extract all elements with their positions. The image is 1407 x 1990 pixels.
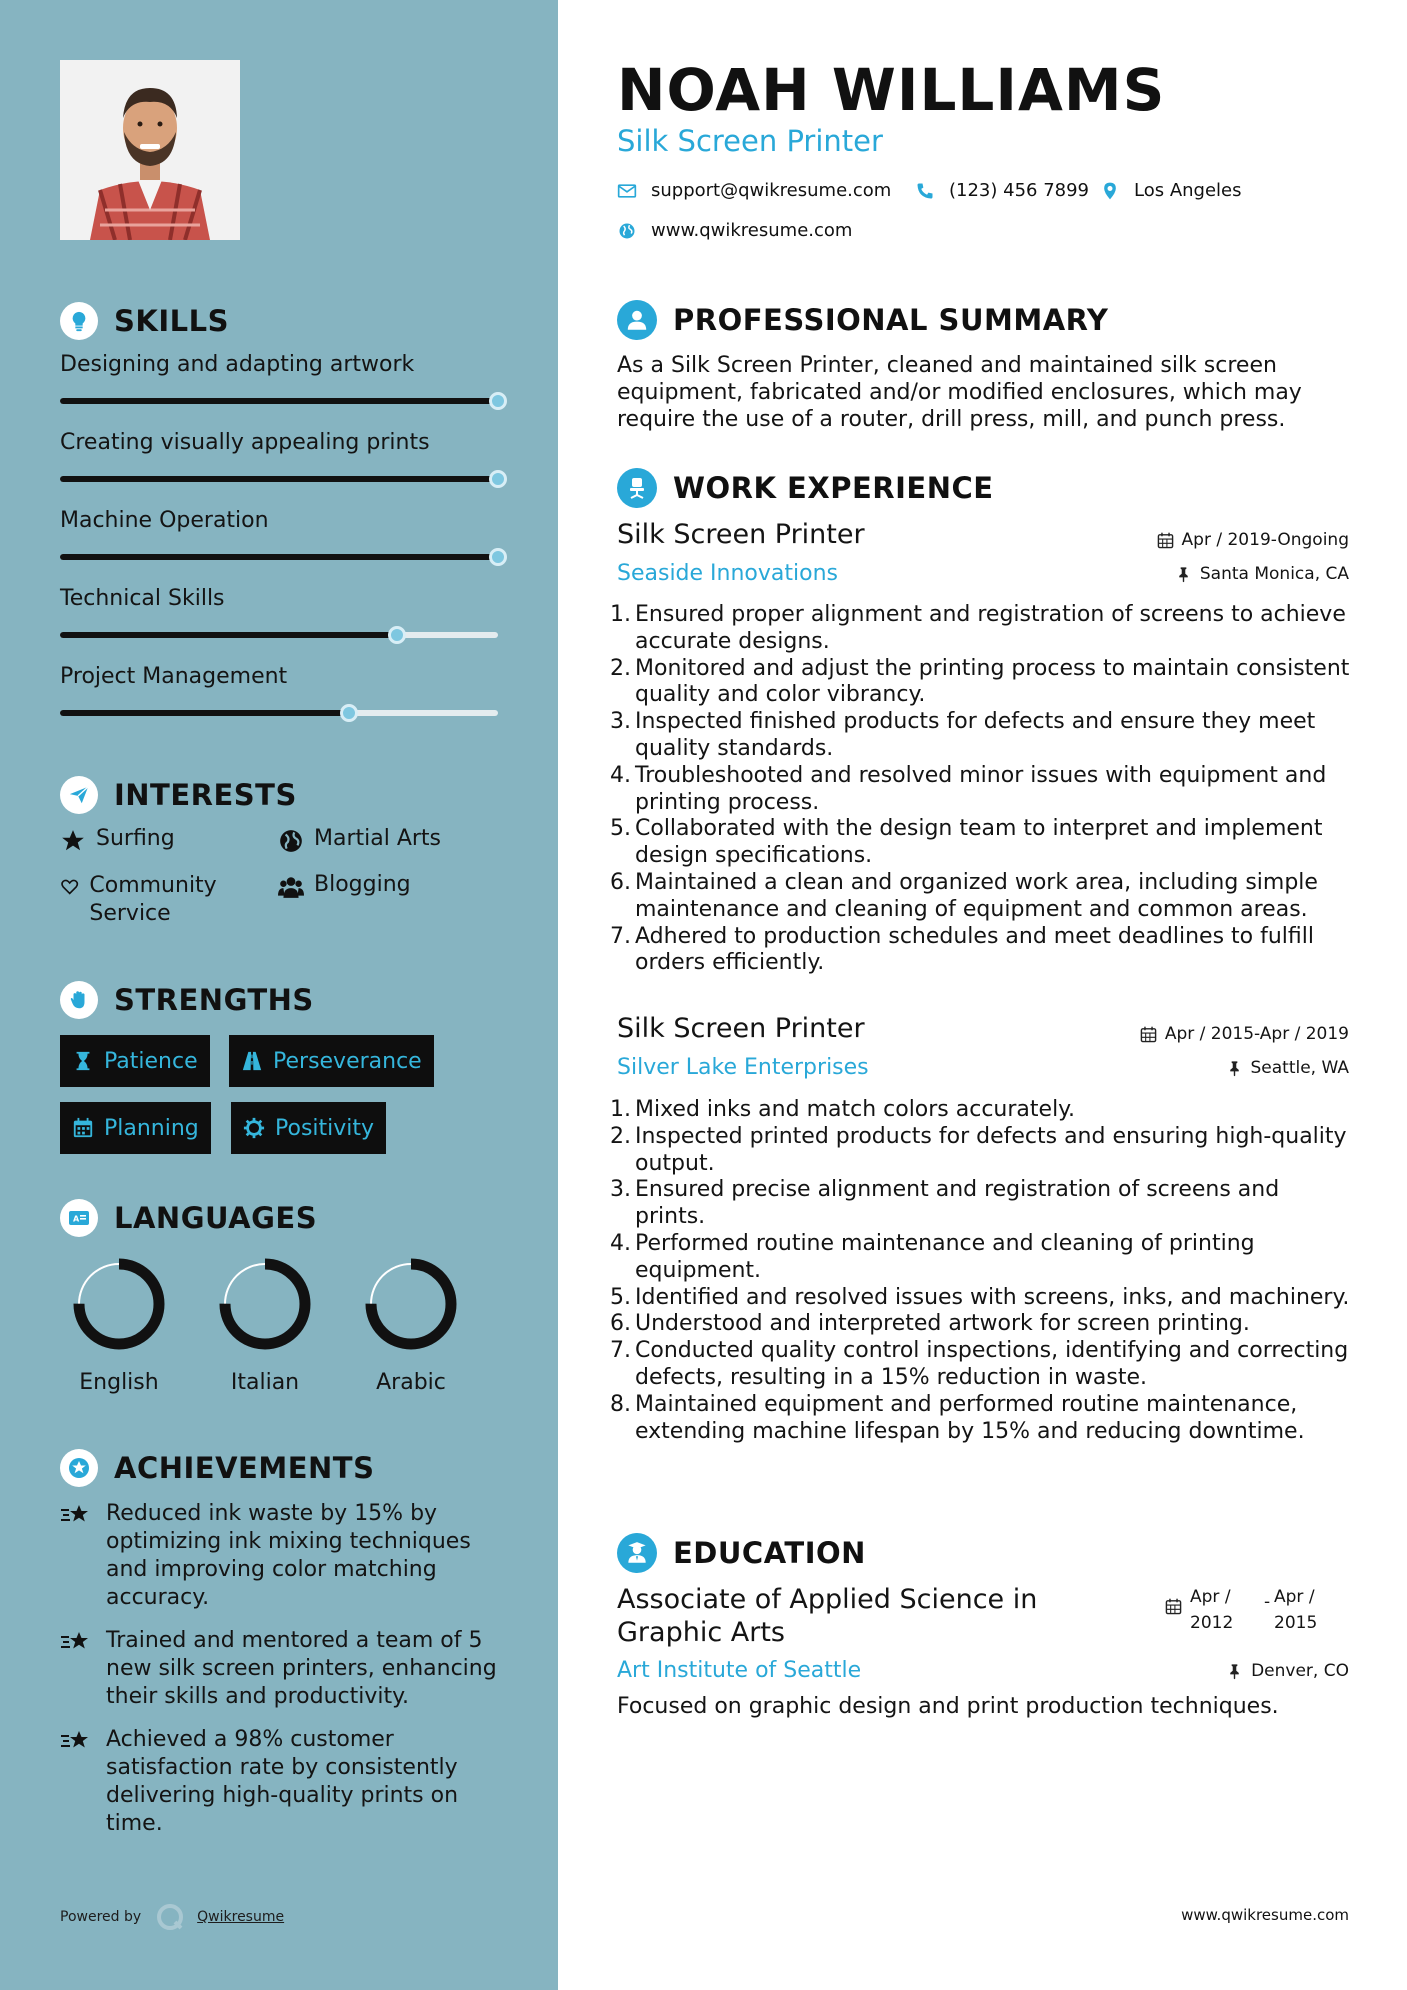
achievement-text: Achieved a 98% customer satisfaction rate by consistently delivering high-quality prints on time. xyxy=(106,1727,459,1836)
duty-number: 1. xyxy=(610,1097,631,1122)
duty-item xyxy=(610,870,1350,924)
shooting-star-icon xyxy=(60,1629,92,1657)
duty-number: 1. xyxy=(610,602,631,627)
duty-item xyxy=(610,1097,1350,1124)
interest-item xyxy=(60,826,175,854)
job-dates xyxy=(1157,530,1349,550)
skill-item xyxy=(60,428,500,458)
chair-icon xyxy=(617,468,657,508)
duty-number: 7. xyxy=(610,923,631,949)
interest-item xyxy=(278,826,441,854)
user-icon xyxy=(617,300,657,340)
language-item xyxy=(64,1256,174,1395)
hand-icon xyxy=(60,981,98,1019)
job-location-text: Seattle, WA xyxy=(1250,1058,1349,1078)
skills-title: SKILLS xyxy=(114,304,229,338)
pushpin-icon xyxy=(1226,1663,1243,1680)
interest-item xyxy=(60,872,250,928)
qwikresume-link[interactable]: Qwikresume xyxy=(197,1909,285,1925)
job-location-text: Santa Monica, CA xyxy=(1199,564,1349,584)
duty-text: Adhered to production schedules and meet deadlines to fulfill orders efficiently. xyxy=(635,923,1314,976)
skill-bar-fill xyxy=(60,476,498,482)
duty-number: 4. xyxy=(610,1230,631,1256)
duty-item xyxy=(610,1392,1350,1446)
duty-item xyxy=(610,1177,1350,1231)
strengths-heading xyxy=(60,981,314,1019)
skill-label: Designing and adapting artwork xyxy=(60,352,415,377)
summary-title: PROFESSIONAL SUMMARY xyxy=(673,303,1109,337)
pushpin-icon xyxy=(1226,1060,1243,1077)
language-ring xyxy=(71,1256,167,1352)
duty-number: 8. xyxy=(610,1391,631,1417)
calendar-icon xyxy=(72,1117,94,1139)
job-dates-text: Apr / 2019-Ongoing xyxy=(1181,530,1349,550)
interest-label: Blogging xyxy=(314,872,411,897)
skill-track xyxy=(60,632,498,638)
powered-by-label: Powered by xyxy=(60,1909,142,1925)
powered-by xyxy=(60,1902,284,1932)
gear-icon xyxy=(243,1117,265,1139)
graduate-icon xyxy=(617,1533,657,1573)
language-item xyxy=(210,1256,320,1395)
skill-bar-knob xyxy=(489,548,507,566)
road-icon xyxy=(241,1050,263,1072)
skill-label: Creating visually appealing prints xyxy=(60,430,430,455)
language-label: Arabic xyxy=(376,1370,446,1395)
school-name: Art Institute of Seattle xyxy=(617,1658,862,1683)
education-title: EDUCATION xyxy=(673,1536,866,1570)
footer-website[interactable]: www.qwikresume.com xyxy=(1181,1906,1349,1924)
map-pin-icon xyxy=(1100,181,1120,201)
achievement-item xyxy=(60,1627,510,1711)
achievement-text: Reduced ink waste by 15% by optimizing ink mixing techniques and improving color matching accuracy. xyxy=(106,1501,471,1610)
summary-heading xyxy=(617,300,1108,340)
globe-icon xyxy=(278,828,304,854)
language-ring xyxy=(363,1256,459,1352)
skill-bar-fill xyxy=(60,710,349,716)
strengths-title: STRENGTHS xyxy=(114,983,314,1017)
duty-text: Inspected printed products for defects and ensuring high-quality output. xyxy=(635,1123,1347,1176)
sidebar xyxy=(0,0,558,1990)
qwikresume-logo-icon xyxy=(155,1902,185,1932)
duty-number: 6. xyxy=(610,1311,631,1337)
education-degree: Associate of Applied Science in Graphic Arts xyxy=(617,1584,1038,1648)
duty-text: Identified and resolved issues with screens, inks, and machinery. xyxy=(635,1284,1350,1310)
strength-label: Planning xyxy=(104,1115,199,1141)
duty-text: Maintained equipment and performed routine maintenance, extending machine lifespan by 15% and reducing downtime. xyxy=(635,1391,1305,1444)
skill-track xyxy=(60,476,498,482)
job-dates xyxy=(1140,1024,1349,1044)
duty-text: Ensured precise alignment and registration of screens and prints. xyxy=(635,1177,1280,1230)
duty-text: Ensured proper alignment and registration of screens to achieve accurate designs. xyxy=(635,602,1346,654)
skill-bar-fill xyxy=(60,632,397,638)
skill-bar-knob xyxy=(489,392,507,410)
candidate-title: Silk Screen Printer xyxy=(617,124,883,158)
job-location xyxy=(1175,564,1349,584)
duty-text: Troubleshooted and resolved minor issues with equipment and printing process. xyxy=(635,762,1327,815)
job-title: Silk Screen Printer xyxy=(617,1013,865,1044)
phone-icon xyxy=(915,181,935,201)
pushpin-icon xyxy=(1175,566,1192,583)
strength-label: Positivity xyxy=(275,1115,375,1141)
language-label: English xyxy=(79,1370,159,1395)
heart-outline-icon xyxy=(60,874,79,900)
job-dates-text: Apr / 2015-Apr / 2019 xyxy=(1164,1024,1349,1044)
duty-item xyxy=(610,1311,1350,1338)
email-text: support@qwikresume.com xyxy=(651,180,892,201)
paper-plane-icon xyxy=(60,776,98,814)
skills-heading xyxy=(60,302,229,340)
duty-item xyxy=(610,1124,1350,1178)
duty-item xyxy=(610,1285,1350,1312)
strength-badge xyxy=(229,1035,434,1087)
duty-text: Understood and interpreted artwork for screen printing. xyxy=(635,1311,1250,1337)
achievement-item xyxy=(60,1726,510,1838)
skill-item xyxy=(60,584,500,614)
candidate-name: NOAH WILLIAMS xyxy=(617,56,1166,124)
duty-item xyxy=(610,602,1350,656)
interest-label: Surfing xyxy=(96,826,175,851)
calendar-icon xyxy=(1165,1598,1182,1615)
language-card-icon xyxy=(60,1199,98,1237)
education-description: Focused on graphic design and print production techniques. xyxy=(617,1694,1279,1719)
duty-number: 2. xyxy=(610,1123,631,1149)
languages-heading xyxy=(60,1199,317,1237)
skill-track xyxy=(60,554,498,560)
contact-location xyxy=(1100,180,1242,201)
company-name: Silver Lake Enterprises xyxy=(617,1055,869,1080)
summary-text: As a Silk Screen Printer, cleaned and maintained silk screen equipment, fabricated and/or modified enclosures, which may require the use of a router, drill press, mill, and punch press. xyxy=(617,353,1302,432)
duty-text: Performed routine maintenance and cleaning of printing equipment. xyxy=(635,1230,1255,1283)
lightbulb-icon xyxy=(60,302,98,340)
skill-track xyxy=(60,710,498,716)
achievements-title: ACHIEVEMENTS xyxy=(114,1451,375,1485)
skill-bar-knob xyxy=(489,470,507,488)
interests-title: INTERESTS xyxy=(114,778,297,812)
calendar-icon xyxy=(1157,532,1174,549)
location-text: Los Angeles xyxy=(1134,180,1242,201)
interest-label: Community Service xyxy=(89,873,217,926)
contact-phone[interactable] xyxy=(915,180,1089,201)
duty-number: 4. xyxy=(610,762,631,788)
skill-item xyxy=(60,506,500,536)
education-end: Apr / 2015 xyxy=(1274,1587,1318,1633)
job-location xyxy=(1226,1058,1350,1078)
skill-label: Project Management xyxy=(60,664,288,689)
skill-bar-knob xyxy=(340,704,358,722)
duty-item xyxy=(610,709,1350,763)
skill-bar-fill xyxy=(60,398,498,404)
shooting-star-icon xyxy=(60,1728,92,1756)
skill-bar-fill xyxy=(60,554,498,560)
duty-item xyxy=(610,1231,1350,1285)
duty-number: 5. xyxy=(610,816,631,842)
skill-label: Technical Skills xyxy=(60,586,225,611)
duty-number: 2. xyxy=(610,655,631,681)
duty-number: 7. xyxy=(610,1338,631,1364)
job-duties-list xyxy=(610,1097,1350,1445)
education-heading xyxy=(617,1533,866,1573)
language-item xyxy=(356,1256,466,1395)
duty-text: Inspected finished products for defects and ensure they meet quality standards. xyxy=(635,709,1316,761)
skill-item xyxy=(60,662,500,692)
duty-number: 5. xyxy=(610,1284,631,1310)
duty-item xyxy=(610,1338,1350,1392)
envelope-icon xyxy=(617,181,637,201)
skill-track xyxy=(60,398,498,404)
duty-item xyxy=(610,816,1350,870)
contact-website[interactable] xyxy=(617,220,852,241)
skill-bar-knob xyxy=(388,626,406,644)
strength-label: Perseverance xyxy=(273,1048,422,1074)
job-duties-list xyxy=(610,602,1350,977)
interests-heading xyxy=(60,776,297,814)
job-title: Silk Screen Printer xyxy=(617,519,865,550)
achievement-item xyxy=(60,1500,510,1612)
achievements-heading xyxy=(60,1449,374,1487)
education-start: Apr / 2012 xyxy=(1190,1587,1234,1633)
education-location xyxy=(1226,1661,1349,1681)
experience-heading xyxy=(617,468,994,508)
strength-badge xyxy=(60,1035,210,1087)
skill-label: Machine Operation xyxy=(60,508,269,533)
duty-item xyxy=(610,924,1350,978)
star-icon xyxy=(60,828,86,854)
strength-badge xyxy=(231,1102,386,1154)
hourglass-icon xyxy=(72,1050,94,1072)
languages-title: LANGUAGES xyxy=(114,1201,318,1235)
duty-text: Monitored and adjust the printing process to maintain consistent quality and color vibrancy. xyxy=(635,655,1350,708)
interest-item xyxy=(278,872,411,900)
globe-icon xyxy=(617,221,637,241)
users-icon xyxy=(278,874,304,900)
interest-label: Martial Arts xyxy=(314,826,442,851)
company-name: Seaside Innovations xyxy=(617,561,838,586)
phone-text: (123) 456 7899 xyxy=(949,180,1090,201)
shooting-star-icon xyxy=(60,1502,92,1530)
duty-text: Maintained a clean and organized work area, including simple maintenance and cleaning of equipment and common areas. xyxy=(635,869,1318,922)
education-location-text: Denver, CO xyxy=(1251,1661,1349,1681)
duty-text: Conducted quality control inspections, identifying and correcting defects, resulting in a 15% reduction in waste. xyxy=(635,1338,1349,1390)
duty-text: Collaborated with the design team to interpret and implement design specifications. xyxy=(635,816,1323,869)
duty-item xyxy=(610,763,1350,817)
education-dates xyxy=(1165,1584,1334,1636)
duty-text: Mixed inks and match colors accurately. xyxy=(635,1097,1076,1122)
duty-number: 3. xyxy=(610,1177,631,1203)
duty-number: 6. xyxy=(610,869,631,895)
star-badge-icon xyxy=(60,1449,98,1487)
duty-item xyxy=(610,656,1350,710)
language-label: Italian xyxy=(230,1370,300,1395)
strength-badge xyxy=(60,1102,211,1154)
contact-email[interactable] xyxy=(617,180,891,201)
profile-photo xyxy=(60,60,240,240)
skill-item xyxy=(60,350,500,380)
education-date-dash: - xyxy=(1264,1592,1271,1612)
svg-text:A: A xyxy=(73,1214,80,1224)
duty-number: 3. xyxy=(610,709,631,735)
experience-title: WORK EXPERIENCE xyxy=(673,471,994,505)
strength-label: Patience xyxy=(104,1048,198,1074)
achievement-text: Trained and mentored a team of 5 new silk screen printers, enhancing their skills and productivity. xyxy=(106,1628,497,1709)
language-ring xyxy=(217,1256,313,1352)
calendar-icon xyxy=(1140,1026,1157,1043)
website-text: www.qwikresume.com xyxy=(651,220,853,241)
